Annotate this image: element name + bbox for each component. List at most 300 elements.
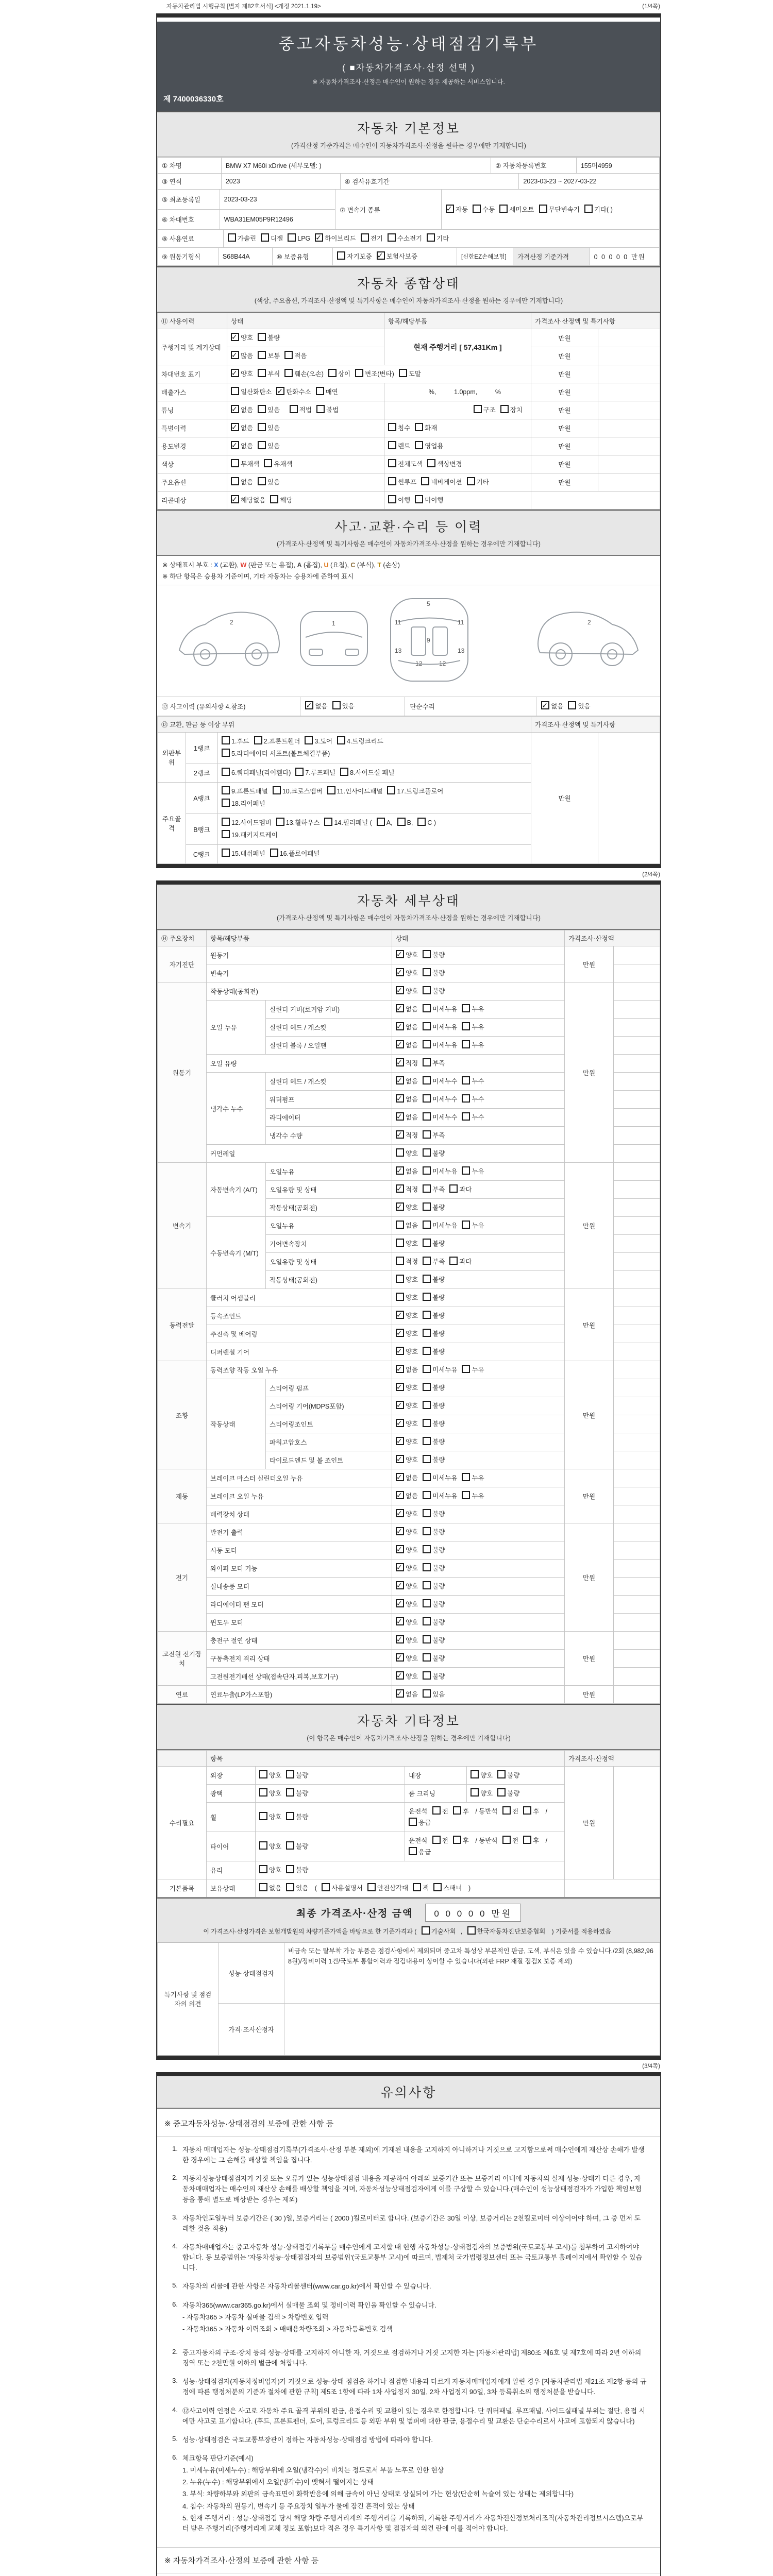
- checkbox[interactable]: [332, 701, 341, 709]
- checkbox[interactable]: [259, 1841, 267, 1850]
- checkbox[interactable]: [473, 205, 481, 213]
- col-status: 상태: [227, 313, 384, 329]
- option: [286, 1770, 308, 1781]
- notice-header: [157, 2076, 660, 2109]
- checkbox-label: 불량: [432, 1637, 445, 1644]
- checkbox-checked[interactable]: [396, 1509, 404, 1517]
- row-color: [158, 455, 660, 473]
- checkbox[interactable]: [222, 849, 230, 857]
- checkbox-checked[interactable]: [396, 1112, 404, 1121]
- checkbox[interactable]: [258, 423, 266, 431]
- checkbox-checked[interactable]: [396, 1473, 404, 1481]
- checkbox[interactable]: [228, 233, 236, 242]
- checkbox-label: 후: [462, 1808, 469, 1815]
- option: [396, 1328, 418, 1340]
- checkbox[interactable]: [423, 1058, 431, 1066]
- notice-item-text: 자동차인도일부터 보증기간은 ( 30 )일, 보증거리는 ( 2000 )킬로미터로 합니다. (보증기간은 30일 이상, 보증거리는 2천킬로미터 이상이어야 하며, 그 중 먼저 도래한 것을 적용): [182, 2214, 641, 2232]
- checkbox[interactable]: [423, 1329, 431, 1337]
- checkbox[interactable]: [396, 1148, 404, 1157]
- checkbox-checked[interactable]: [541, 701, 549, 709]
- note-cell: [614, 1019, 660, 1037]
- checkbox[interactable]: [258, 369, 266, 377]
- checkbox[interactable]: [462, 1004, 470, 1012]
- checkbox[interactable]: [423, 1040, 431, 1048]
- checkbox[interactable]: [467, 477, 475, 485]
- checkbox-checked[interactable]: [231, 351, 239, 359]
- checkbox-checked[interactable]: [396, 1419, 404, 1427]
- recall-status: [227, 492, 384, 510]
- checkbox-checked[interactable]: [396, 1689, 404, 1698]
- checkbox[interactable]: [258, 351, 266, 359]
- checkbox-label: 11.인사이드패널: [337, 788, 383, 795]
- detail-row: [158, 946, 660, 964]
- checkbox-checked[interactable]: [396, 1365, 404, 1373]
- checkbox-checked[interactable]: [396, 1653, 404, 1662]
- checkbox[interactable]: [462, 1491, 470, 1499]
- checkbox[interactable]: [222, 749, 230, 757]
- checkbox[interactable]: [415, 423, 423, 431]
- notice-item-number: 3.: [172, 2377, 178, 2385]
- checkbox[interactable]: [423, 1184, 431, 1193]
- checkbox-checked[interactable]: [396, 986, 404, 994]
- checkbox[interactable]: [423, 986, 431, 994]
- path-element: [398, 618, 460, 622]
- price-cell: 만원: [565, 1686, 614, 1704]
- checkbox-checked[interactable]: [396, 1202, 404, 1211]
- checkbox[interactable]: [399, 369, 407, 377]
- checkbox[interactable]: [470, 1770, 479, 1778]
- checkbox-checked[interactable]: [396, 1545, 404, 1553]
- checkbox[interactable]: [286, 1770, 294, 1778]
- checkbox[interactable]: [231, 387, 239, 395]
- checkbox[interactable]: [290, 405, 298, 413]
- checkbox[interactable]: [462, 1221, 470, 1229]
- checkbox[interactable]: [427, 233, 435, 242]
- checkbox-checked[interactable]: [396, 1040, 404, 1048]
- checkbox[interactable]: [423, 1004, 431, 1012]
- checkbox-label: 적정: [406, 1132, 418, 1139]
- checkbox[interactable]: [355, 369, 363, 377]
- checkbox[interactable]: [415, 495, 423, 503]
- checkbox[interactable]: [423, 1166, 431, 1175]
- checkbox-checked[interactable]: [396, 968, 404, 976]
- option: [423, 1328, 445, 1340]
- checkbox[interactable]: [423, 1599, 431, 1607]
- checkbox-checked[interactable]: [396, 1437, 404, 1445]
- checkbox-label: 양호: [406, 1276, 418, 1283]
- checkbox[interactable]: [423, 1635, 431, 1643]
- checkbox-checked[interactable]: [396, 1581, 404, 1589]
- checkbox[interactable]: [259, 1770, 267, 1778]
- checkbox-label: 양호: [406, 1583, 418, 1590]
- checkbox[interactable]: [397, 818, 406, 826]
- checkbox-checked[interactable]: [276, 387, 284, 395]
- checkbox[interactable]: [258, 477, 266, 485]
- span-element: [182, 2242, 647, 2273]
- checkbox[interactable]: [427, 459, 435, 467]
- note-cell: [614, 1578, 660, 1596]
- checkbox-label: 적음: [294, 352, 307, 360]
- checkbox[interactable]: [432, 1806, 441, 1815]
- checkbox[interactable]: [286, 1841, 294, 1850]
- circle-element: [549, 643, 572, 666]
- checkbox[interactable]: [423, 1545, 431, 1553]
- options-status: [227, 473, 384, 492]
- top-line: [156, 0, 661, 13]
- checkbox[interactable]: [423, 1347, 431, 1355]
- checkbox[interactable]: [423, 968, 431, 976]
- checkbox-checked[interactable]: [396, 1094, 404, 1103]
- checkbox[interactable]: [305, 736, 313, 744]
- option: [377, 251, 417, 262]
- checkbox[interactable]: [462, 1094, 470, 1103]
- checkbox[interactable]: [423, 1112, 431, 1121]
- option: [328, 368, 350, 380]
- checkbox[interactable]: [449, 1184, 458, 1193]
- checkbox[interactable]: [222, 768, 230, 776]
- checkbox[interactable]: [388, 459, 396, 467]
- checkbox[interactable]: [423, 1653, 431, 1662]
- checkbox[interactable]: [396, 1239, 404, 1247]
- checkbox-checked[interactable]: [396, 1347, 404, 1355]
- checkbox[interactable]: [423, 1455, 431, 1463]
- checkbox[interactable]: [462, 1112, 470, 1121]
- notice-item: [164, 2213, 647, 2234]
- option: [396, 1022, 418, 1033]
- checkbox-label: 없음: [241, 443, 254, 450]
- checkbox[interactable]: [423, 1473, 431, 1481]
- checkbox[interactable]: [462, 1473, 470, 1481]
- checkbox[interactable]: [388, 477, 396, 485]
- checkbox[interactable]: [421, 477, 429, 485]
- checkbox[interactable]: [433, 1883, 442, 1891]
- checkbox[interactable]: [423, 1401, 431, 1409]
- checkbox[interactable]: [539, 205, 547, 213]
- option: [324, 817, 372, 828]
- warranty-insurer: [신한EZ손해보험]: [457, 247, 513, 266]
- checkbox-label: 보험사보증: [386, 253, 418, 260]
- checkbox[interactable]: [337, 736, 345, 744]
- checkbox[interactable]: [423, 1527, 431, 1535]
- checkbox[interactable]: [258, 441, 266, 449]
- price-cell: 만원: [531, 329, 598, 347]
- checkbox[interactable]: [423, 1437, 431, 1445]
- checkbox[interactable]: [295, 768, 304, 776]
- checkbox[interactable]: [388, 441, 396, 449]
- simple-repair-options: [536, 697, 660, 716]
- checkbox[interactable]: [231, 477, 239, 485]
- checkbox[interactable]: [409, 1847, 417, 1855]
- emission-values: %, 1.0ppm, %: [384, 383, 531, 401]
- checkbox[interactable]: [462, 1166, 470, 1175]
- detail-header: [157, 885, 660, 930]
- checkbox[interactable]: [270, 495, 278, 503]
- checkbox[interactable]: [270, 849, 278, 857]
- checkbox[interactable]: [453, 1836, 461, 1844]
- checkbox-label: 4.트렁크리드: [346, 738, 383, 745]
- checkbox[interactable]: [502, 1806, 511, 1815]
- checkbox[interactable]: [423, 1563, 431, 1571]
- checkbox-checked[interactable]: [396, 1563, 404, 1571]
- checkbox[interactable]: [388, 495, 396, 503]
- checkbox-checked[interactable]: [396, 1076, 404, 1084]
- checkbox-label: 미세누유: [432, 1493, 458, 1500]
- checkbox[interactable]: [432, 1836, 441, 1844]
- checkbox[interactable]: [474, 405, 482, 413]
- checkbox[interactable]: [388, 423, 396, 431]
- checkbox[interactable]: [415, 441, 423, 449]
- checkbox[interactable]: [423, 1689, 431, 1698]
- checkbox[interactable]: [423, 1130, 431, 1139]
- option: [396, 1112, 418, 1123]
- checkbox[interactable]: [423, 1581, 431, 1589]
- checkbox-checked[interactable]: [231, 495, 239, 503]
- option: [273, 786, 323, 797]
- checkbox[interactable]: [500, 405, 509, 413]
- checkbox[interactable]: [377, 818, 385, 826]
- checkbox[interactable]: [423, 1617, 431, 1625]
- checkbox[interactable]: [462, 1040, 470, 1048]
- checkbox[interactable]: [449, 1257, 458, 1265]
- checkbox-checked[interactable]: [396, 1401, 404, 1409]
- checkbox-checked[interactable]: [396, 1491, 404, 1499]
- checkbox[interactable]: [413, 1883, 421, 1891]
- notice-section-2: ※ 자동차가격조사·산정의 보증에 관한 사항 등: [157, 2547, 660, 2573]
- checkbox-checked[interactable]: [231, 441, 239, 449]
- checkbox[interactable]: [568, 701, 576, 709]
- rank-label: C랭크: [186, 845, 218, 864]
- checkbox[interactable]: [322, 1883, 330, 1891]
- checkbox[interactable]: [462, 1076, 470, 1084]
- checkbox[interactable]: [423, 1221, 431, 1229]
- checkbox-checked[interactable]: [396, 1022, 404, 1030]
- checkbox[interactable]: [462, 1022, 470, 1030]
- checkbox[interactable]: [502, 1836, 511, 1844]
- checkbox-checked[interactable]: [396, 1527, 404, 1535]
- checkbox[interactable]: [316, 387, 324, 395]
- checkbox[interactable]: [316, 405, 325, 413]
- tr-element: [158, 717, 660, 733]
- option: [286, 1865, 308, 1876]
- checkbox[interactable]: [259, 1865, 267, 1873]
- checkbox[interactable]: [286, 1865, 294, 1873]
- checkbox[interactable]: [462, 1365, 470, 1373]
- checkbox[interactable]: [286, 1788, 294, 1797]
- checkbox-checked[interactable]: [377, 251, 385, 260]
- polish-options: [256, 1785, 405, 1803]
- device-label: 연료: [158, 1686, 207, 1704]
- option: [502, 1835, 518, 1846]
- checkbox[interactable]: [423, 1491, 431, 1499]
- checkbox[interactable]: [584, 205, 593, 213]
- checkbox-checked[interactable]: [396, 1329, 404, 1337]
- checkbox[interactable]: [423, 1202, 431, 1211]
- checkbox[interactable]: [258, 405, 266, 413]
- option: [462, 1112, 484, 1123]
- checkbox[interactable]: [273, 786, 281, 794]
- checkbox[interactable]: [231, 459, 239, 467]
- checkbox-checked[interactable]: [396, 1455, 404, 1463]
- status-options: [392, 1253, 565, 1271]
- checkbox[interactable]: [284, 351, 293, 359]
- option: [462, 1040, 484, 1051]
- checkbox-label: 미세누수: [432, 1114, 458, 1121]
- checkbox-checked[interactable]: [396, 1311, 404, 1319]
- notice-item-number: 6.: [172, 2453, 178, 2461]
- checkbox[interactable]: [327, 786, 335, 794]
- checkbox-checked[interactable]: [231, 369, 239, 377]
- checkbox[interactable]: [417, 818, 426, 826]
- price-cell: 만원: [565, 1289, 614, 1361]
- tr-element: [158, 930, 660, 946]
- checkbox[interactable]: [423, 1076, 431, 1084]
- checkbox[interactable]: [337, 251, 345, 260]
- checkbox[interactable]: [423, 1383, 431, 1391]
- checkbox[interactable]: [286, 1883, 294, 1891]
- checkbox-checked[interactable]: [231, 423, 239, 431]
- checkbox-checked[interactable]: [396, 1004, 404, 1012]
- checkbox[interactable]: [497, 1770, 506, 1778]
- checkbox[interactable]: [523, 1836, 531, 1844]
- checkbox[interactable]: [324, 818, 332, 826]
- checkbox[interactable]: [367, 1883, 376, 1891]
- emission-options: [227, 383, 384, 401]
- checkbox[interactable]: [423, 1148, 431, 1157]
- checkbox[interactable]: [423, 950, 431, 958]
- tuning-status: [227, 401, 384, 419]
- checkbox[interactable]: [222, 830, 230, 838]
- item-label: 실린더 헤드 / 개스킷: [266, 1073, 392, 1091]
- checkbox-checked[interactable]: [446, 205, 454, 213]
- checkbox[interactable]: [423, 1509, 431, 1517]
- checkbox[interactable]: [387, 786, 395, 794]
- checkbox[interactable]: [409, 1818, 417, 1826]
- option: [231, 404, 253, 416]
- checkbox[interactable]: [423, 1257, 431, 1265]
- checkbox-label: 부족: [432, 1186, 445, 1193]
- checkbox[interactable]: [396, 1221, 404, 1229]
- checkbox[interactable]: [423, 1293, 431, 1301]
- checkbox[interactable]: [497, 1788, 506, 1797]
- checkbox-checked[interactable]: [396, 950, 404, 958]
- checkbox[interactable]: [259, 1812, 267, 1820]
- checkbox-label: 미세누수: [432, 1078, 458, 1085]
- checkbox-checked[interactable]: [396, 1058, 404, 1066]
- legend-code: C: [350, 562, 356, 569]
- option: [396, 1490, 418, 1502]
- checkbox[interactable]: [286, 1812, 294, 1820]
- checkbox-checked[interactable]: [396, 1166, 404, 1175]
- checkbox[interactable]: [423, 1022, 431, 1030]
- final-price-amount: 0 0 0 0 0 만원: [425, 1904, 521, 1922]
- checkbox[interactable]: [423, 1311, 431, 1319]
- checkbox[interactable]: [423, 1419, 431, 1427]
- checkbox[interactable]: [422, 1926, 430, 1935]
- option: [462, 1094, 484, 1105]
- option: [396, 1635, 418, 1646]
- checkbox[interactable]: [396, 1293, 404, 1301]
- div-element: [158, 174, 660, 190]
- checkbox[interactable]: [423, 1239, 431, 1247]
- checkbox-label: 없음: [406, 1168, 418, 1175]
- checkbox[interactable]: [523, 1806, 531, 1815]
- checkbox[interactable]: [423, 1094, 431, 1103]
- checkbox[interactable]: [222, 736, 230, 744]
- checkbox[interactable]: [470, 1788, 479, 1797]
- checkbox-checked[interactable]: [396, 1671, 404, 1680]
- item-label: 작동상태(공회전): [266, 1271, 392, 1289]
- checkbox[interactable]: [423, 1365, 431, 1373]
- checkbox-checked[interactable]: [396, 1383, 404, 1391]
- checkbox-label: C ): [427, 819, 436, 826]
- notice-item-number: 2.: [172, 2347, 178, 2355]
- polish-label: 광택: [207, 1785, 256, 1803]
- option: [286, 1788, 308, 1799]
- checkbox[interactable]: [361, 233, 369, 242]
- device-label: 자기진단: [158, 946, 207, 982]
- checkbox[interactable]: [222, 818, 230, 826]
- checkbox[interactable]: [264, 459, 272, 467]
- checkbox[interactable]: [453, 1806, 461, 1815]
- checkbox[interactable]: [254, 736, 262, 744]
- checkbox-checked[interactable]: [396, 1599, 404, 1607]
- checkbox[interactable]: [423, 1671, 431, 1680]
- checkbox-label: 누유: [472, 1366, 484, 1374]
- checkbox-label: 미세누유: [432, 1006, 458, 1013]
- notice-list-3: [157, 2573, 660, 2576]
- exterior-label: 외장: [207, 1767, 256, 1785]
- checkbox-label: 후: [533, 1837, 540, 1844]
- transmission-options: [441, 189, 660, 230]
- checkbox[interactable]: [259, 1788, 267, 1797]
- checkbox[interactable]: [396, 1275, 404, 1283]
- checkbox[interactable]: [261, 233, 269, 242]
- checkbox[interactable]: [284, 369, 293, 377]
- checkbox[interactable]: [423, 1275, 431, 1283]
- checkbox-checked[interactable]: [305, 701, 313, 709]
- notice-item-number: 5.: [172, 2434, 178, 2443]
- checkbox-checked[interactable]: [396, 1617, 404, 1625]
- checkbox[interactable]: [258, 333, 266, 341]
- checkbox[interactable]: [328, 369, 337, 377]
- checkbox-checked[interactable]: [396, 1635, 404, 1643]
- checkbox[interactable]: [222, 799, 230, 807]
- note-cell: [614, 1217, 660, 1235]
- checkbox-checked[interactable]: [315, 233, 323, 242]
- option: [462, 1364, 484, 1376]
- option: [396, 1184, 418, 1195]
- checkbox[interactable]: [499, 205, 508, 213]
- checkbox-checked[interactable]: [396, 1184, 404, 1193]
- option: [423, 1166, 457, 1177]
- checkbox[interactable]: [276, 818, 284, 826]
- checkbox-checked[interactable]: [396, 1130, 404, 1139]
- checkbox[interactable]: [288, 233, 296, 242]
- checkbox[interactable]: [467, 1926, 476, 1935]
- checkbox-checked[interactable]: [231, 333, 239, 341]
- checkbox[interactable]: [222, 786, 230, 794]
- note-cell: [614, 982, 660, 1001]
- checkbox-label: 후: [533, 1808, 540, 1815]
- checkbox[interactable]: [340, 768, 348, 776]
- checkbox[interactable]: [396, 1257, 404, 1265]
- checkbox-checked[interactable]: [231, 405, 239, 413]
- checkbox[interactable]: [388, 233, 396, 242]
- option: [453, 1806, 469, 1817]
- checkbox-label: 양호: [406, 988, 418, 995]
- checkbox[interactable]: [259, 1883, 267, 1891]
- note-cell: [614, 1541, 660, 1560]
